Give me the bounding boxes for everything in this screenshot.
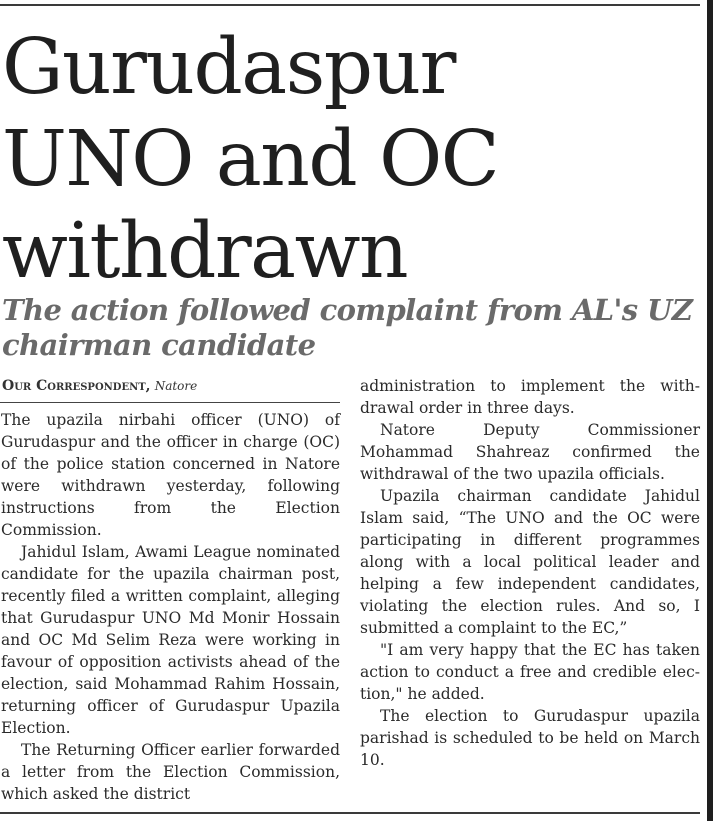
subheadline-line-1: The action followed complaint from AL's UZ (2, 293, 693, 327)
subheadline-line-2: chairman candidate (2, 328, 316, 362)
paragraph: Upazila chairman candidate Jahidul Islam said, “The UNO and the OC were participating in different programmes along with a local political leader and helping a few independent candidates, violating the election rules. And so, I submitted a complaint to the EC,” (360, 487, 700, 637)
headline-line-3: withdrawn (2, 207, 408, 296)
paragraph: Natore Deputy Commissioner Mohammad Shahreaz confirmed the withdrawal of the two upazila officials. (360, 421, 700, 483)
headline-line-2: UNO and OC (2, 115, 499, 204)
paragraph: "I am very happy that the EC has taken action to conduct a free and credible election," he added. (360, 641, 700, 703)
paragraph: The Returning Officer earlier forwarded a letter from the Election Commission, which asked the district (1, 741, 340, 803)
paragraph: The election to Gurudaspur upazila parishad is scheduled to be held on March 10. (360, 707, 700, 769)
paragraph: Jahidul Islam, Awami League nominated candidate for the upazila chairman post, recently filed a written complaint, alleging that Gurudaspur UNO Md Monir Hossain and OC Md Selim Reza were working in favour of opposition activists ahead of the election, said Mohammad Rahim Hossain, returning officer of Gurudaspur Upazila Election. (1, 543, 340, 737)
byline (2, 376, 197, 397)
byline-author: Our Correspondent, (2, 378, 151, 394)
paragraph: The upazila nirbahi officer (UNO) of Gurudaspur and the officer in charge (OC) of the police station concerned in Natore were withdrawn yesterday, following instructions from the Election Commission. (1, 411, 340, 539)
page-edge-shadow (707, 0, 713, 821)
top-rule (0, 4, 700, 6)
article-column-right (360, 375, 700, 771)
headline (2, 22, 692, 298)
byline-location: Natore (154, 379, 198, 393)
paragraph: administration to implement the withdrawal order in three days. (360, 377, 700, 417)
byline-divider (0, 402, 340, 403)
article-column-left (1, 409, 340, 805)
headline-line-1: Gurudaspur (2, 23, 455, 112)
subheadline (2, 293, 692, 363)
bottom-rule (0, 812, 700, 814)
